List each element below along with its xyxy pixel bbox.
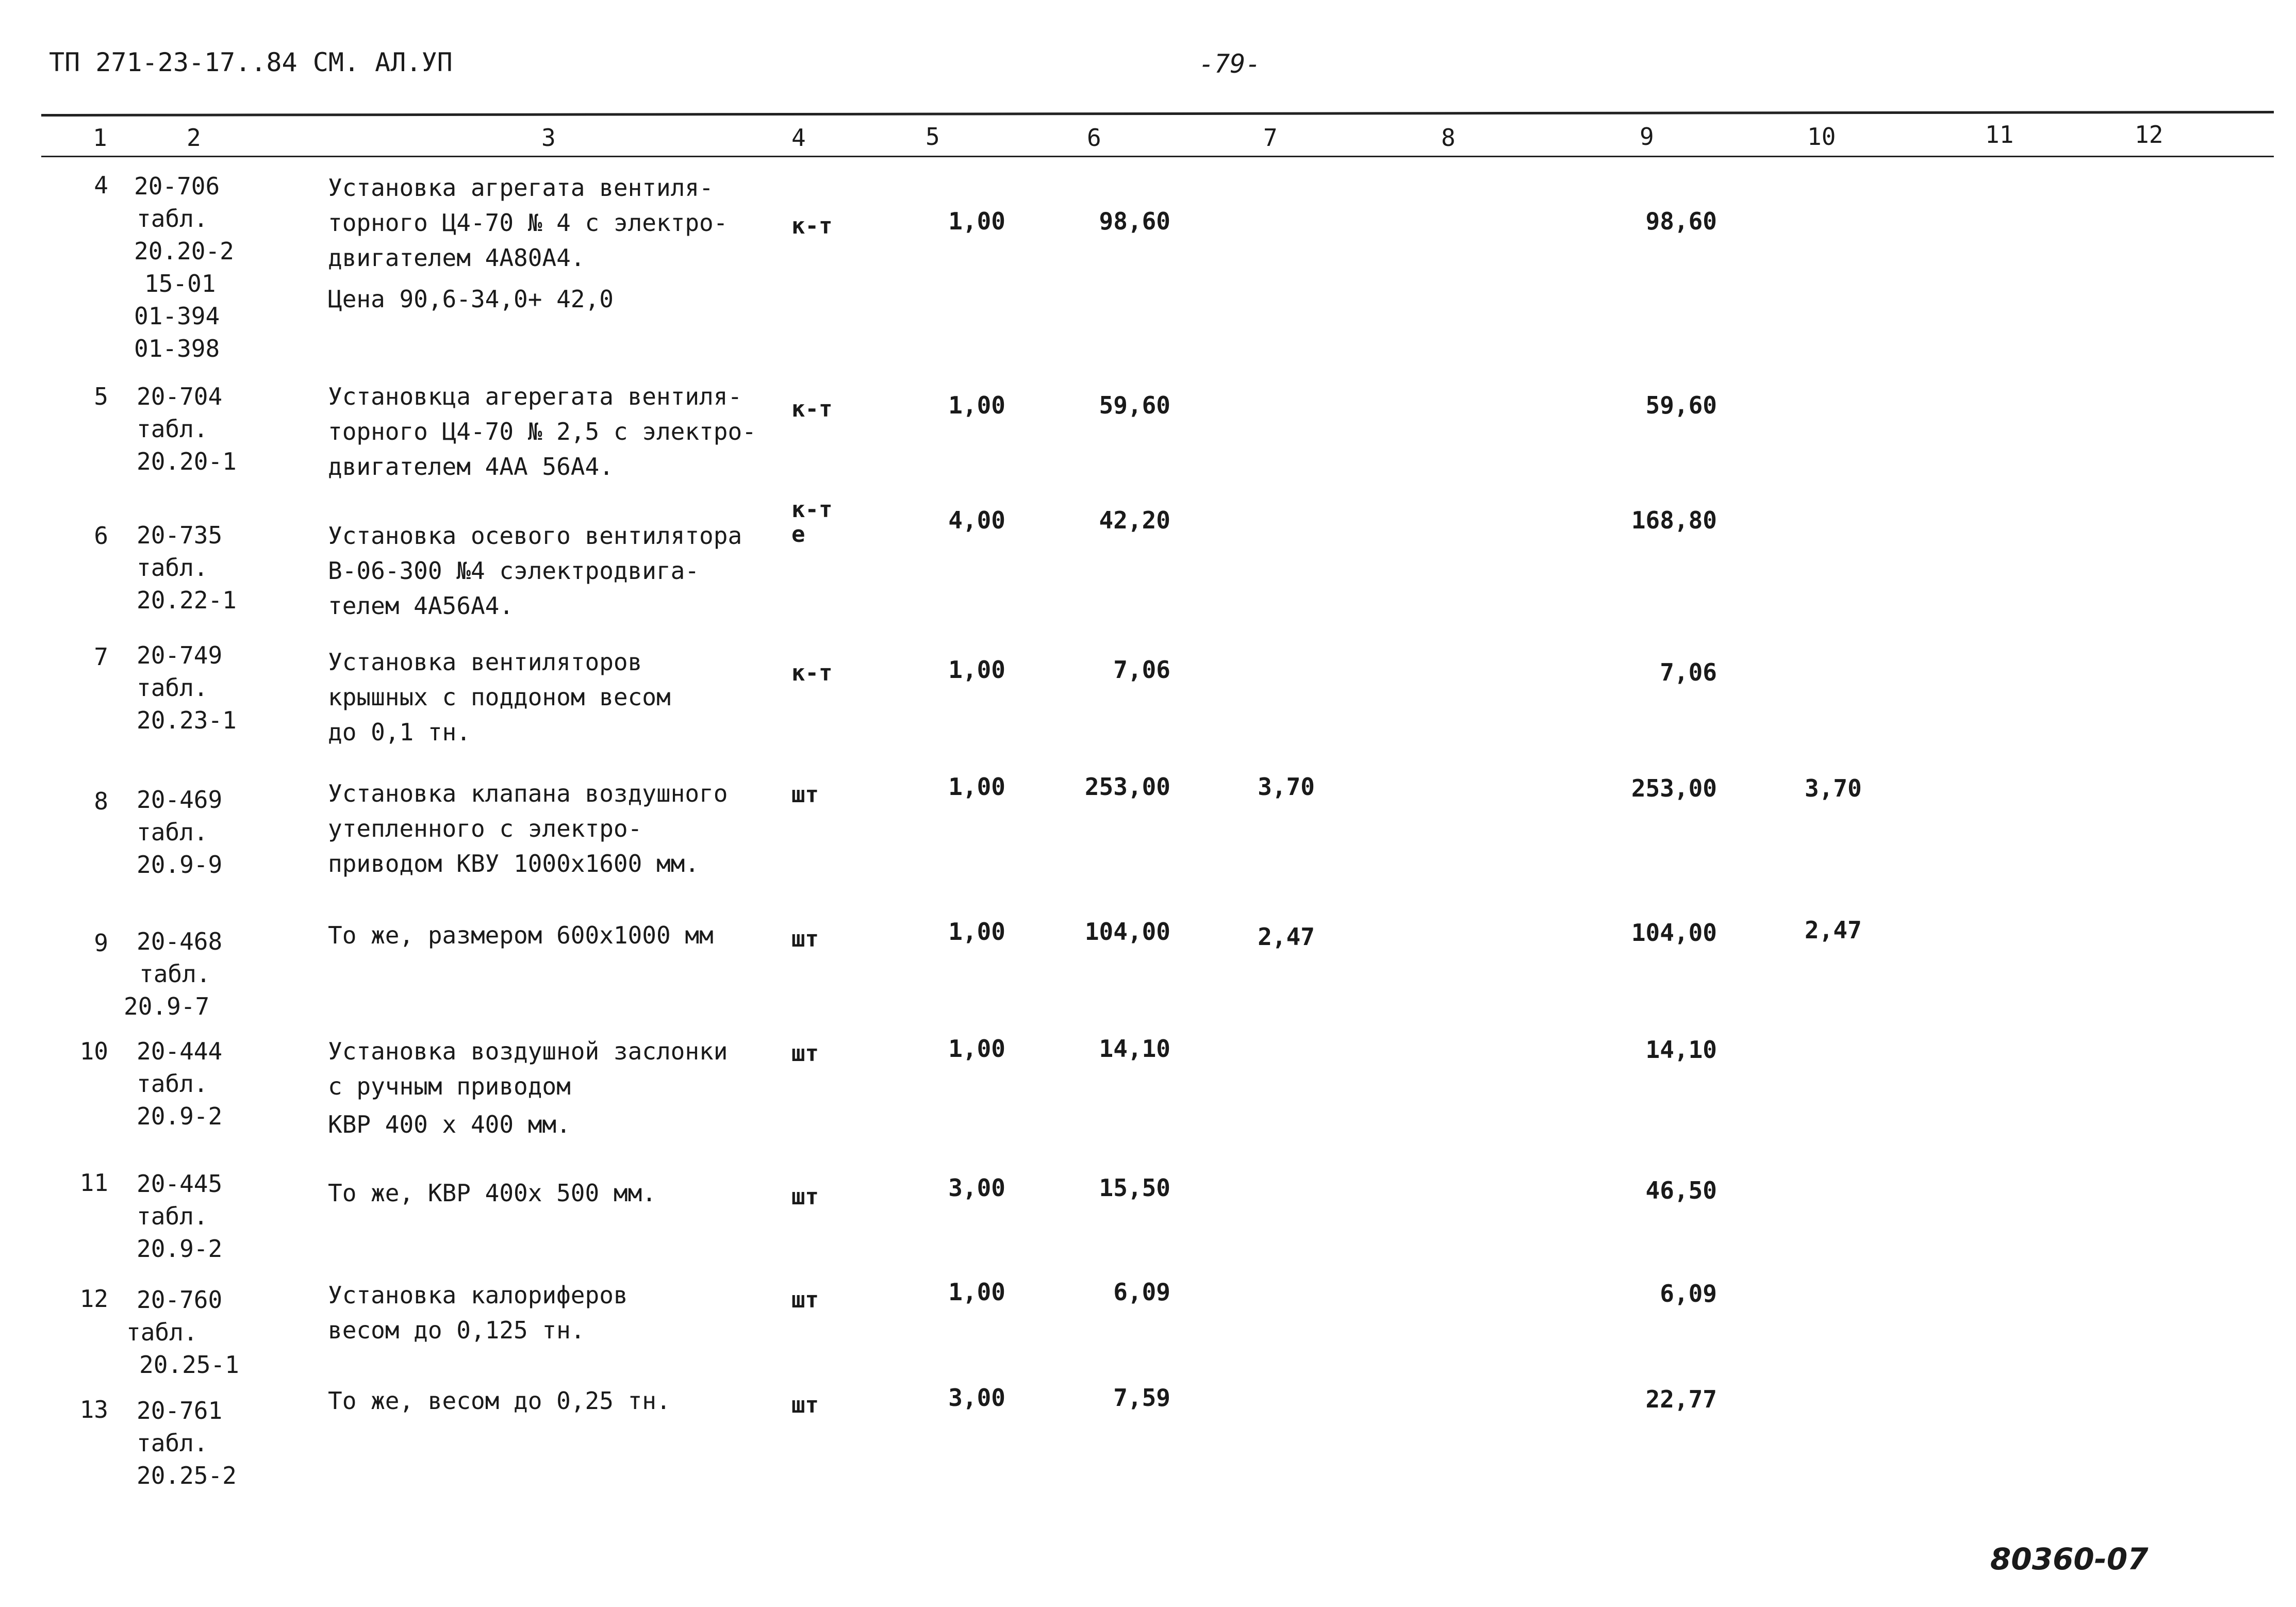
row-number: 10 bbox=[79, 1037, 108, 1065]
total-cost: 14,10 bbox=[1645, 1036, 1717, 1064]
unit-price: 253,00 bbox=[1084, 773, 1170, 801]
col-header-12: 12 bbox=[2135, 121, 2163, 148]
total-cost: 59,60 bbox=[1645, 391, 1717, 419]
reference-code: 20-760 табл. 20.25-1 bbox=[126, 1286, 239, 1379]
row-number: 12 bbox=[79, 1285, 108, 1313]
header-top-rule bbox=[41, 111, 2274, 117]
work-description: Установкца агерегата вентиля- торного Ц4-70 № 2,5 с электро- двигателем 4АА 56А4. bbox=[328, 383, 756, 481]
unit: к-т е bbox=[791, 496, 833, 548]
quantity: 1,00 bbox=[948, 918, 1005, 946]
row-number: 8 bbox=[94, 787, 108, 815]
quantity: 1,00 bbox=[948, 1278, 1005, 1306]
quantity: 1,00 bbox=[948, 207, 1005, 235]
quantity: 1,00 bbox=[948, 391, 1005, 419]
work-description: То же, размером 600х1000 мм bbox=[328, 921, 714, 949]
unit-price: 7,06 bbox=[1113, 656, 1170, 684]
work-description: Установка калориферов весом до 0,125 тн. bbox=[328, 1281, 628, 1344]
total-cost: 22,77 bbox=[1645, 1385, 1717, 1413]
unit: шт bbox=[791, 1287, 819, 1313]
work-description: Установка осевого вентилятора В-06-300 №4 сэлектродвига- телем 4А56А4. bbox=[328, 522, 742, 620]
work-description: То же, КВР 400х 500 мм. bbox=[328, 1179, 656, 1207]
work-description: Установка вентиляторов крышных с поддоном весом до 0,1 тн. bbox=[328, 648, 671, 746]
row-number: 13 bbox=[79, 1396, 108, 1423]
unit-price: 98,60 bbox=[1099, 207, 1170, 235]
unit-price: 6,09 bbox=[1113, 1278, 1170, 1306]
quantity: 4,00 bbox=[948, 506, 1005, 534]
col-header-3: 3 bbox=[541, 124, 556, 152]
quantity: 3,00 bbox=[948, 1174, 1005, 1202]
quantity: 1,00 bbox=[948, 1035, 1005, 1063]
quantity: 1,00 bbox=[948, 656, 1005, 684]
col-header-2: 2 bbox=[187, 124, 201, 152]
reference-code: 20-445 табл. 20.9-2 bbox=[137, 1170, 223, 1263]
col-header-10: 10 bbox=[1807, 123, 1836, 151]
unit: шт bbox=[791, 1040, 819, 1067]
total-cost: 98,60 bbox=[1645, 207, 1717, 235]
unit-price: 104,00 bbox=[1084, 918, 1170, 946]
col-header-7: 7 bbox=[1263, 124, 1278, 152]
reference-code: 20-469 табл. 20.9-9 bbox=[137, 786, 223, 879]
col-header-9: 9 bbox=[1640, 123, 1654, 151]
col-header-8: 8 bbox=[1441, 124, 1456, 152]
work-description: Установка воздушной заслонки с ручным приводом КВР 400 х 400 мм. bbox=[328, 1037, 728, 1138]
row-number: 5 bbox=[94, 383, 108, 410]
unit-price: 15,50 bbox=[1099, 1174, 1170, 1202]
unit-price: 59,60 bbox=[1099, 391, 1170, 419]
unit: к-т bbox=[791, 396, 833, 422]
total-cost: 46,50 bbox=[1645, 1177, 1717, 1204]
col-header-6: 6 bbox=[1087, 124, 1101, 152]
quantity: 1,00 bbox=[948, 773, 1005, 801]
unit-price: 42,20 bbox=[1099, 506, 1170, 534]
unit: шт bbox=[791, 782, 819, 808]
column-10-value: 3,70 bbox=[1805, 774, 1862, 802]
row-number: 4 bbox=[94, 171, 108, 199]
page-number: -79- bbox=[1199, 49, 1261, 79]
total-cost: 104,00 bbox=[1631, 919, 1717, 947]
col-header-11: 11 bbox=[1985, 121, 2014, 148]
total-cost: 168,80 bbox=[1631, 506, 1717, 534]
unit-price: 7,59 bbox=[1113, 1384, 1170, 1412]
work-description: То же, весом до 0,25 тн. bbox=[328, 1387, 671, 1415]
reference-code: 20-706 табл. 20.20-2 15-01 01-394 01-398 bbox=[134, 172, 234, 362]
archive-number: 80360-07 bbox=[1990, 1542, 2149, 1577]
reference-code: 20-444 табл. 20.9-2 bbox=[137, 1037, 223, 1130]
reference-code: 20-704 табл. 20.20-1 bbox=[137, 383, 237, 475]
row-number: 7 bbox=[94, 643, 108, 671]
unit-price: 14,10 bbox=[1099, 1035, 1170, 1063]
header-bottom-rule bbox=[41, 156, 2274, 157]
reference-code: 20-761 табл. 20.25-2 bbox=[137, 1397, 237, 1489]
column-10-value: 2,47 bbox=[1805, 916, 1862, 944]
total-cost: 7,06 bbox=[1660, 658, 1717, 686]
unit: шт bbox=[791, 1392, 819, 1418]
column-7-value: 2,47 bbox=[1258, 923, 1315, 951]
unit: к-т bbox=[791, 213, 833, 239]
work-description: Установка клапана воздушного утепленного с электро- приводом КВУ 1000х1600 мм. bbox=[328, 780, 728, 877]
reference-code: 20-468 табл. 20.9-7 bbox=[124, 927, 223, 1020]
unit: шт bbox=[791, 1184, 819, 1210]
quantity: 3,00 bbox=[948, 1384, 1005, 1412]
col-header-5: 5 bbox=[926, 123, 940, 151]
row-number: 11 bbox=[79, 1169, 108, 1197]
total-cost: 253,00 bbox=[1631, 774, 1717, 802]
total-cost: 6,09 bbox=[1660, 1280, 1717, 1307]
col-header-4: 4 bbox=[791, 124, 806, 152]
work-description: Установка агрегата вентиля- торного Ц4-70 № 4 с электро- двигателем 4А80А4. Цена 90,6-34,0+ 42,0 bbox=[328, 174, 728, 313]
row-number: 6 bbox=[94, 522, 108, 550]
row-number: 9 bbox=[94, 929, 108, 957]
col-header-1: 1 bbox=[93, 124, 107, 152]
column-7-value: 3,70 bbox=[1258, 773, 1315, 801]
document-code: ТП 271-23-17..84 СМ. АЛ.УП bbox=[49, 47, 453, 77]
reference-code: 20-749 табл. 20.23-1 bbox=[137, 641, 237, 734]
unit: к-т bbox=[791, 660, 833, 686]
unit: шт bbox=[791, 926, 819, 952]
reference-code: 20-735 табл. 20.22-1 bbox=[137, 521, 237, 614]
